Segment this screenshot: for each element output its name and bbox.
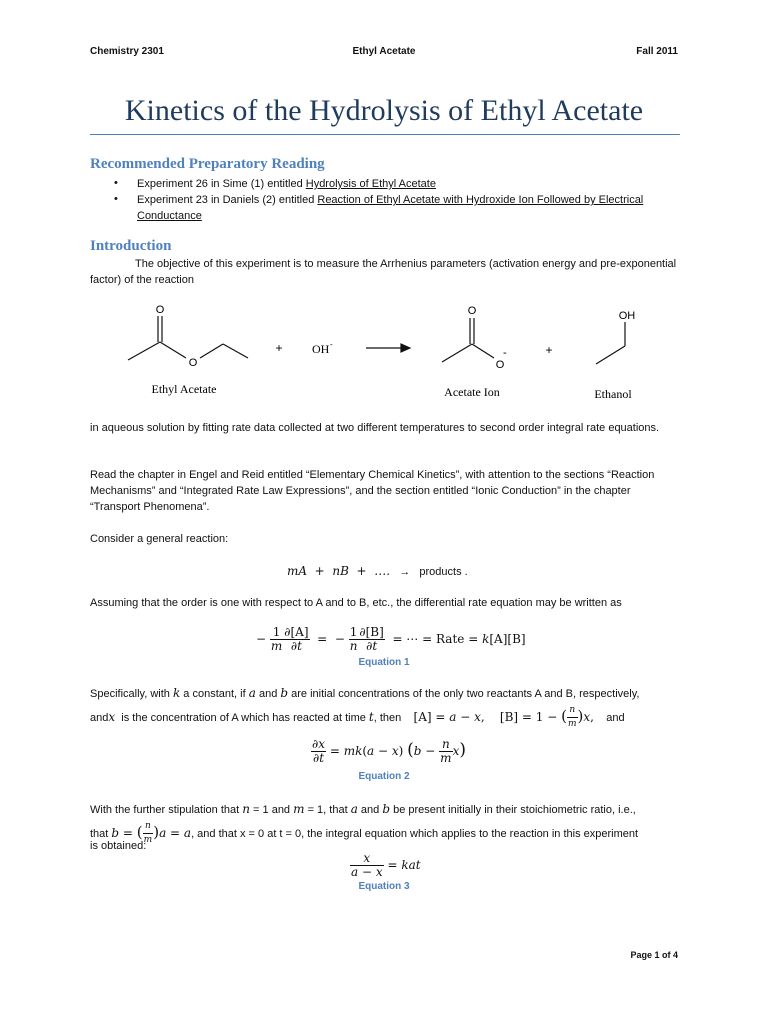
reading-heading: Recommended Preparatory Reading [90,156,325,172]
reading-item-1: Experiment 26 in Sime (1) entitled Hydrolysis of Ethyl Acetate [137,178,436,190]
atom-o: O [155,304,165,316]
intro-paragraph-3: Read the chapter in Engel and Reid entitled “Elementary Chemical Kinetics”, with attention to the sections “Reaction Mechanisms” and “Integrated Rate Law Expressions”, and the section entitled “Ionic Conduction” in the chapter “Transport Phenomena”. [90,469,655,513]
atom-oh: OH [618,310,636,322]
atom-o: O [188,357,198,369]
intro-paragraph-5: Assuming that the order is one with respect to A and to B, etc., the differential rate equation may be written as [90,597,622,609]
bullet-icon: • [114,177,118,189]
acetate-ion-structure [442,318,494,362]
intro-paragraph-10: is obtained: [90,840,147,852]
equation-3: $\frac{x}{a - x}$ = kat [351,851,421,879]
reaction-arrow-icon: → [399,566,411,578]
hydroxide-label: OH [312,342,330,356]
equation-3-label: Equation 3 [358,881,410,892]
ethyl-acetate-structure [128,316,248,360]
header-course: Chemistry 2301 [90,46,164,57]
introduction-heading: Introduction [90,238,172,254]
ethanol-label: Ethanol [594,387,632,401]
intro-paragraph-6: Specifically, with k a constant, if a and b are initial concentrations of the only two reactants A and B, respectively, [90,686,640,700]
plus-sign: + [275,341,283,355]
intro-paragraph-2: in aqueous solution by fitting rate data collected at two different temperatures to second order integral rate equations. [90,422,660,434]
atom-o: O [467,305,477,317]
intro-paragraph-7: andx is the concentration of A which has reacted at time t, then [A] = a − x, [B] = 1 − ( $\frac{n}{m}$ )x, and [90,705,625,729]
minus-charge: - [503,347,507,359]
title-rule [90,134,680,135]
intro-paragraph-9: that b = ( $\frac{n}{m}$ )a = a, and that x = 0 at t = 0, the integral equation which applies to the reaction in this experiment [90,821,639,845]
acetate-ion-label: Acetate Ion [444,385,500,399]
equation-2: $\frac{\partial x}{\partial t}$ = mk(a − x) (b − $\frac{n}{m}$ x) [312,737,466,765]
general-reaction [287,563,468,580]
header-term: Fall 2011 [636,46,678,57]
intro-paragraph-4: Consider a general reaction: [90,533,229,545]
page-title: Kinetics of the Hydrolysis of Ethyl Acetate [124,94,644,127]
general-reaction-rhs: products . [419,566,468,578]
reading-link-1[interactable]: Hydrolysis of Ethyl Acetate [305,178,436,190]
intro-paragraph-1: The objective of this experiment is to measure the Arrhenius parameters (activation energy and pre-exponential factor) of the reaction [90,258,677,286]
ethyl-acetate-label: Ethyl Acetate [151,382,217,396]
reading-link-2[interactable]: Reaction of Ethyl Acetate with Hydroxide Ion Followed by Electrical Conductance [137,194,644,222]
reaction-scheme [90,300,680,410]
atom-o: O [495,359,505,371]
equation-1-label: Equation 1 [358,657,410,668]
plus-sign: + [545,343,553,357]
equation-1: − $\frac{1}{m}$ $\frac{\partial[A]}{\partial t}$ = − $\frac{1}{n}$ $\frac{\partial[B]}{\partial t}$ = ⋯ = Rate = k[A][B] [256,625,526,653]
intro-paragraph-8: With the further stipulation that n = 1 and m = 1, that a and b be present initially in their stoichiometric ratio, i.e., [90,802,636,816]
header-topic: Ethyl Acetate [352,46,416,57]
page-number: Page 1 of 4 [630,950,678,960]
general-reaction-lhs: mA + nB + …. [287,564,391,578]
bullet-icon: • [114,193,118,205]
reaction-arrow-icon [366,344,410,352]
equation-2-label: Equation 2 [358,771,410,782]
hydroxide-charge: - [330,340,333,349]
reading-item-2: Experiment 23 in Daniels (2) entitled Reaction of Ethyl Acetate with Hydroxide Ion Followed by Electrical Conductance [137,194,644,222]
ethanol-structure [596,322,625,364]
